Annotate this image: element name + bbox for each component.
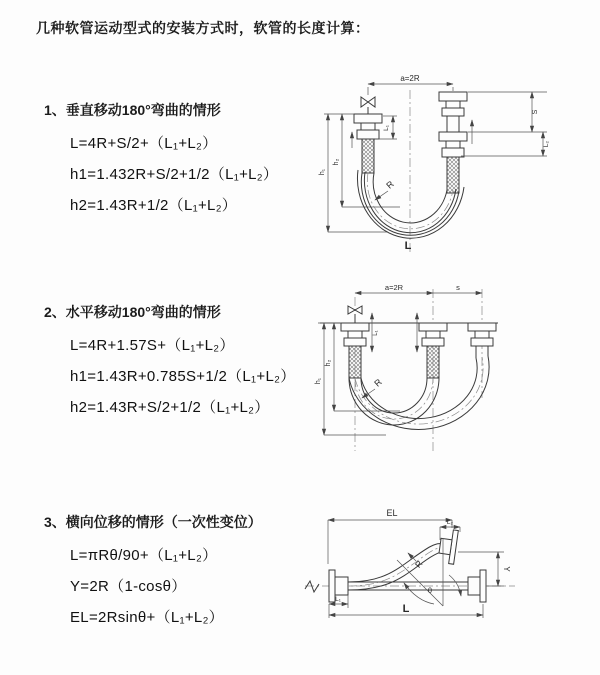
dim-label-Y: Y bbox=[502, 566, 511, 572]
formula-L: L=πRθ/90+（L₁+L₂） bbox=[70, 547, 218, 564]
formula-Y: Y=2R（1-cosθ） bbox=[70, 578, 187, 595]
dim-label-h1: h₁ bbox=[315, 377, 322, 385]
dim-label-L2: L₂ bbox=[446, 519, 454, 526]
radius-label: R bbox=[384, 178, 396, 191]
formula-h2: h2=1.43R+1/2（L₁+L₂） bbox=[70, 197, 238, 214]
radius-label: R bbox=[412, 558, 425, 570]
section-heading: 2、水平移动180°弯曲的情形 bbox=[44, 304, 221, 320]
hose-curve bbox=[348, 544, 446, 590]
diagram-horizontal-180-bend bbox=[308, 283, 593, 461]
section-lateral-displacement bbox=[44, 512, 262, 633]
fixed-pipe-flange bbox=[341, 323, 369, 378]
valve-icon bbox=[361, 97, 375, 114]
moving-pipe-flange-pos1 bbox=[419, 323, 447, 378]
dim-L1 bbox=[372, 313, 417, 352]
page-title: 几种软管运动型式的安装方式时，软管的长度计算： bbox=[36, 20, 370, 36]
dim-label-L2: L₂ bbox=[543, 140, 550, 148]
dim-label-L1: L₁ bbox=[383, 125, 390, 131]
formula-h1: h1=1.432R+S/2+1/2（L₁+L₂） bbox=[70, 166, 279, 183]
formula-L: L=4R+S/2+（L₁+L₂） bbox=[70, 135, 218, 152]
radius-label: R bbox=[372, 376, 384, 389]
dim-a2r bbox=[355, 283, 482, 293]
right-flange-displaced bbox=[438, 528, 459, 564]
dim-label-a2r: a=2R bbox=[400, 74, 420, 83]
right-flange-original bbox=[468, 570, 486, 602]
label-R bbox=[375, 179, 396, 200]
angle-label-theta: θ bbox=[427, 586, 433, 595]
formula-h2: h2=1.43R+S/2+1/2（L₁+L₂） bbox=[70, 399, 270, 416]
section-heading: 3、横向位移的情形（一次性变位） bbox=[44, 514, 262, 530]
moving-pipe-flange bbox=[439, 92, 472, 193]
formula-L: L=4R+1.57S+（L₁+L₂） bbox=[70, 337, 235, 354]
dim-label-h2: h₂ bbox=[333, 158, 340, 166]
centerlines bbox=[355, 289, 482, 451]
section-heading: 1、垂直移动180°弯曲的情形 bbox=[44, 102, 221, 118]
length-label-L: L bbox=[402, 603, 410, 615]
dim-label-a2r: a=2R bbox=[384, 283, 404, 292]
break-mark bbox=[305, 581, 319, 592]
dim-label-L1: L₁ bbox=[335, 596, 341, 603]
dim-label-s: s bbox=[456, 283, 460, 292]
valve-icon bbox=[348, 306, 362, 323]
dim-label-h2: h₂ bbox=[325, 359, 332, 367]
dim-label-S: S bbox=[532, 109, 539, 115]
formula-list bbox=[70, 330, 296, 423]
formula-list bbox=[70, 540, 262, 633]
formula-EL: EL=2Rsinθ+（L₁+L₂） bbox=[70, 609, 224, 626]
formula-h1: h1=1.43R+0.785S+1/2（L₁+L₂） bbox=[70, 368, 296, 385]
dim-L bbox=[329, 603, 483, 618]
dim-label-h1: h₁ bbox=[319, 168, 326, 176]
dim-label-EL: EL bbox=[386, 508, 398, 518]
dim-label-L1: L₁ bbox=[373, 330, 379, 336]
dim-L2 bbox=[543, 132, 550, 156]
dim-S bbox=[461, 92, 547, 156]
section-vertical-movement bbox=[44, 100, 278, 221]
formula-list bbox=[70, 128, 278, 221]
length-label-L: L bbox=[404, 240, 412, 252]
fixed-pipe-flange bbox=[354, 114, 382, 173]
diagram-lateral-displacement bbox=[300, 502, 598, 650]
diagram-vertical-180-bend bbox=[318, 72, 590, 262]
section-horizontal-movement bbox=[44, 302, 296, 423]
